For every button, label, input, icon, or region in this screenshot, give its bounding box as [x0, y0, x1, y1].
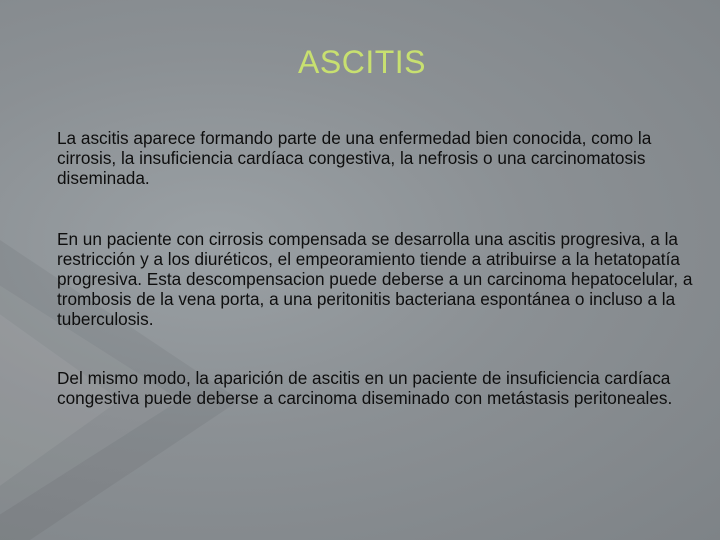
- paragraph-intro: La ascitis aparece formando parte de una enfermedad bien conocida, como la cirrosis, la insuficiencia cardíaca congestiva, la nefrosis o una carcinomatosis diseminada.: [57, 128, 652, 188]
- paragraph-insuficiencia-cardiaca: Del mismo modo, la aparición de ascitis en un paciente de insuficiencia cardíaca congestiva puede deberse a carcinoma diseminado con metástasis peritoneales.: [57, 368, 673, 408]
- paragraph-cirrosis: En un paciente con cirrosis compensada se desarrolla una ascitis progresiva, a la restricción y a los diuréticos, el empeoramiento tiende a atribuirse a la hetatopatía progresiva. Esta descompensacion puede deberse a un carcinoma hepatocelular, a trombosis de la vena porta, a una peritonitis bacteriana espontánea o incluso a la tuberculosis.: [57, 229, 693, 329]
- slide-title: ASCITIS: [298, 44, 426, 80]
